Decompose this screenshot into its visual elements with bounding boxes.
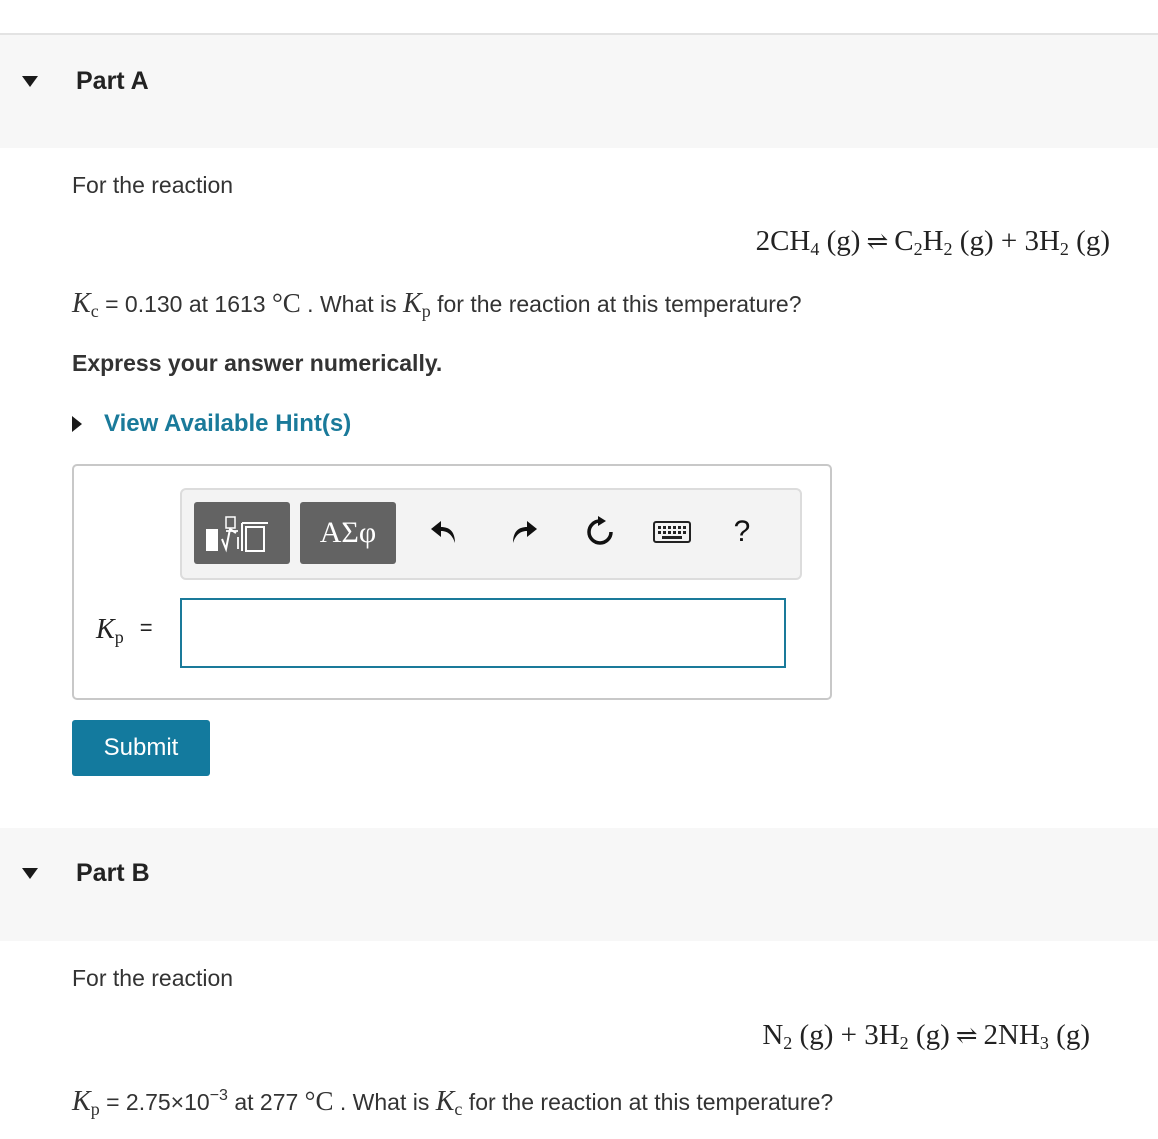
redo-icon[interactable] [502, 510, 546, 554]
part-b-equation: $N_2$ $(g) + 3H_2$ (g) ⇌ $2NH_3$ (g) [762, 1019, 1090, 1053]
keyboard-icon[interactable] [650, 510, 694, 554]
part-b-header[interactable] [0, 828, 1158, 941]
part-a-instruction: Express your answer numerically. [72, 350, 443, 376]
part-a-header[interactable] [0, 35, 1158, 148]
collapse-triangle-icon[interactable] [22, 868, 38, 879]
templates-button[interactable] [194, 502, 290, 564]
undo-icon[interactable] [422, 510, 466, 554]
view-hints-link[interactable]: View Available Hint(s) [104, 410, 352, 437]
equilibrium-arrow-icon: ⇌ [955, 1021, 978, 1050]
math-toolbar [180, 488, 802, 580]
expand-triangle-icon [72, 416, 82, 432]
answer-box [72, 464, 832, 700]
part-a-intro: For the reaction [72, 172, 234, 198]
help-icon[interactable]: ? [733, 515, 751, 548]
part-a-question: $K_c = 0.130$ at 1613 °C . What is $K_p$ for the reaction at this temperature? [72, 288, 802, 321]
reset-icon[interactable] [578, 510, 622, 554]
part-b-title: Part B [76, 859, 150, 887]
part-b-intro: For the reaction [72, 965, 234, 991]
submit-button[interactable]: Submit [72, 720, 210, 776]
answer-label: $K_p$ = [96, 614, 153, 647]
answer-input[interactable] [180, 598, 786, 668]
templates-icon [202, 511, 282, 555]
part-a-title: Part A [76, 67, 149, 95]
part-a-equation: $2CH_4$ (g) ⇌ $C_2H_2$ $(g) + 3H_2$ (g) [755, 225, 1110, 259]
equilibrium-arrow-icon: ⇌ [866, 227, 889, 256]
greek-symbols-button[interactable]: ΑΣφ [300, 502, 396, 564]
part-b-question: $K_p = 2.75\times 10^{-3}$ at 277 °C . What is $K_c$ for the reaction at this temperature? [72, 1086, 834, 1119]
view-hints-toggle[interactable] [72, 408, 351, 440]
collapse-triangle-icon[interactable] [22, 76, 38, 87]
